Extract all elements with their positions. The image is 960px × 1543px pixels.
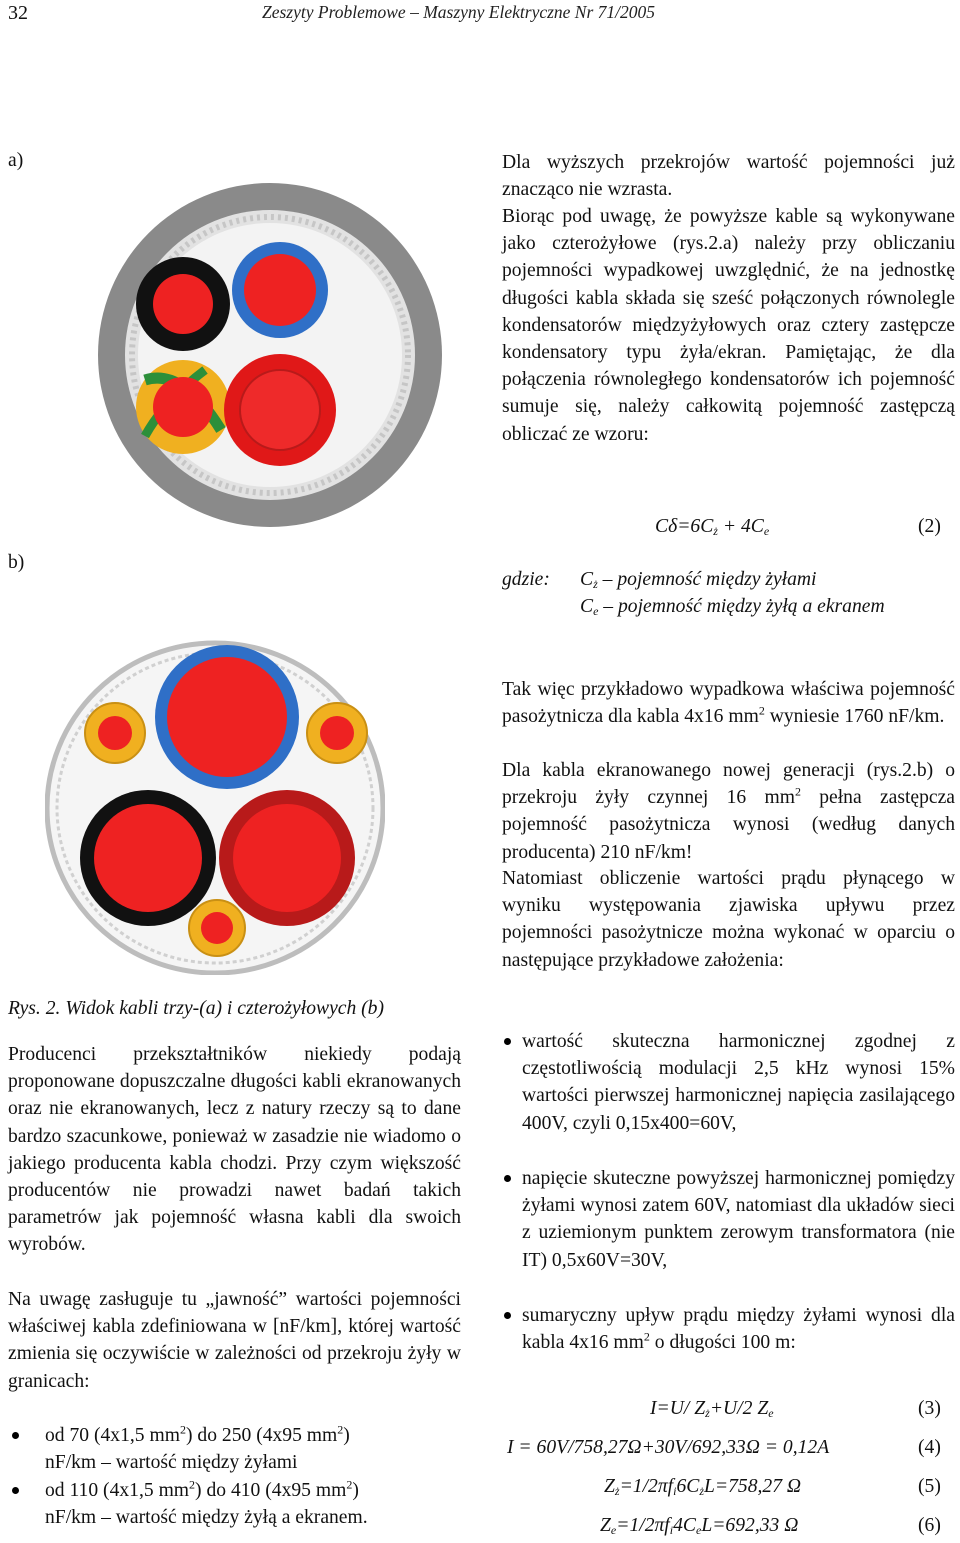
right-bullet-1: wartość skuteczna harmonicznej zgodnej z częstotliwością modulacji 2,5 kHz wynosi 15% wartości pierwszej harmonicznej napięcia zasilającego 400V, czyli 0,15x400=60V, [522, 1031, 955, 1134]
symbol-definition-1: $C_ż$ – pojemność między żyłami [580, 569, 817, 591]
right-paragraph-3: Tak więc przykładowo wypadkowa właściwa pojemność pasożytnicza dla kabla 4x16 $mm^2$ wyniesie 1760 nF/km. [502, 679, 955, 728]
symbol-definition-2: $C_e$ – pojemność między żyłą a ekranem [580, 596, 885, 618]
right-paragraph-4: Dla kabla ekranowanego nowej generacji (rys.2.b) o przekroju żyły czynnej 16 $mm^2$ pełna zastępcza pojemność pasożytnicza wynosi (według danych producenta) 210 nF/km! [502, 760, 955, 863]
right-bullet-3: sumaryczny upływ prądu między żyłami wynosi dla kabla 4x16 $mm^2$ o długości 100 m: [522, 1305, 955, 1354]
equation-5: $Z_ż=1/2\pi f_i6C_żL=758,27$ Ω [604, 1476, 802, 1498]
right-bullet-2: napięcie skuteczne powyższej harmonicznej pomiędzy żyłami wynosi zatem 60V, natomiast dla układów sieci z uziemionym punktem zerowym transformatora (nie IT) 0,5x60V=30V, [522, 1168, 955, 1271]
equation-4: I = 60V/758,27Ω+30V/692,33Ω = 0,12A [507, 1437, 830, 1458]
bullet-dot [12, 1487, 19, 1494]
bullet-dot [12, 1432, 19, 1439]
bullet-dot [504, 1038, 511, 1045]
equation-5-number: (5) [918, 1476, 941, 1497]
equation-6-number: (6) [918, 1515, 941, 1536]
equation-4-number: (4) [918, 1437, 941, 1458]
bullet-dot [504, 1175, 511, 1182]
equation-3-number: (3) [918, 1398, 941, 1419]
right-paragraph-5: Natomiast obliczenie wartości prądu płynącego w wyniku występowania zjawiska upływu przez pojemności pasożytnicze można wykonać w oparciu o następujące przykładowe założenia: [502, 868, 955, 971]
page-number: 32 [8, 2, 28, 24]
figure-label-a: a) [8, 150, 24, 171]
right-paragraph-1: Dla wyższych przekrojów wartość pojemności już znacząco nie wzrasta. [502, 152, 955, 201]
left-paragraph-1: Producenci przekształtników niekiedy podają proponowane dopuszczalne długości kabli ekranowanych oraz nie ekranowanych, lecz z natury rzeczy są to dane bardzo szacunkowe, ponieważ w zasadzie nie wiadomo o jakiego producenta kabla chodzi. Przy czym większość producentów nie prowadzi nawet badań takich parametrów jak pojemność własna kabli dla swoich wyrobów. [8, 1044, 461, 1256]
figure-label-b: b) [8, 552, 25, 573]
cable-cross-section-b [45, 640, 385, 975]
right-paragraph-2: Biorąc pod uwagę, że powyższe kable są wykonywane jako czterożyłowe (rys.2.a) należy przy obliczaniu pojemności wypadkowej uwzględnić, że na jednostkę długości kabla składa się sześć połączonych równolegle kondensatorów międzyżyłowych oraz cztery zastępcze kondensatory typu żyła/ekran. Pamiętając, że dla połączenia równoległego kondensatorów ich pojemność sumuje się, należy całkowitą pojemność zastępczą obliczać ze wzoru: [502, 206, 955, 445]
figure-caption: Rys. 2. Widok kabli trzy-(a) i czterożyłowych (b) [8, 998, 385, 1019]
equation-6: $Z_e=1/2\pi f_i4C_eL=692,33$ Ω [600, 1515, 799, 1537]
left-bullet-1: od 70 (4x1,5 $mm^2$) do 250 (4x95 $mm^2$) nF/km – wartość między żyłami [45, 1422, 350, 1474]
left-paragraph-2: Na uwagę zasługuje tu „jawność” wartości pojemności właściwej kabla zdefiniowana w [nF/km], której wartość zmienia się oczywiście w zależności od przekroju żyły w granicach: [8, 1289, 461, 1392]
left-bullet-2: od 110 (4x1,5 $mm^2$) do 410 (4x95 $mm^2$) nF/km – wartość między żyłą a ekranem. [45, 1477, 368, 1529]
bullet-dot [504, 1312, 511, 1319]
cable-cross-section-a [95, 180, 445, 530]
equation-2: $C\delta=6C_ż + 4C_e$ [655, 516, 770, 538]
gdzie-label: gdzie: [502, 569, 550, 590]
journal-title: Zeszyty Problemowe – Maszyny Elektryczne Nr 71/2005 [262, 2, 656, 22]
equation-2-number: (2) [918, 516, 941, 537]
equation-3: I=U/ $Z_ż+U/2$ $Z_e$ [650, 1398, 774, 1420]
